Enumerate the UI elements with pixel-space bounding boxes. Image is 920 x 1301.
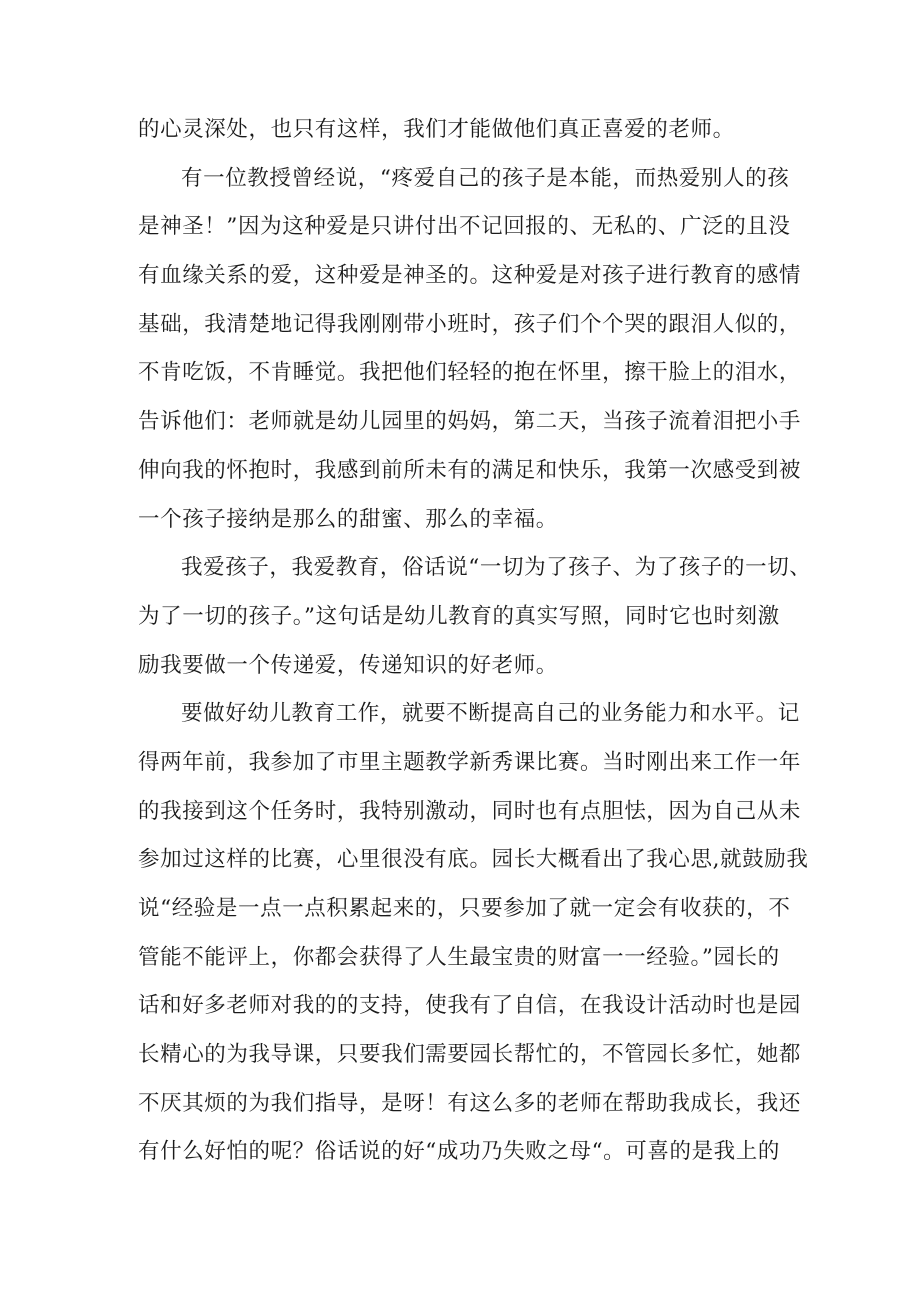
text-line: 我爱孩子，我爱教育，俗话说“一切为了孩子、为了孩子的一切、 xyxy=(181,555,812,581)
text-line: 参加过这样的比赛，心里很没有底。园长大概看出了我心思,就鼓励我 xyxy=(138,847,809,873)
text-line: 说“经验是一点一点积累起来的，只要参加了就一定会有收获的，不 xyxy=(138,896,791,921)
text-line: 有一位教授曾经说，“疼爱自己的孩子是本能，而热爱别人的孩 xyxy=(181,165,790,191)
text-line: 为了一切的孩子。”这句话是幼儿教育的真实写照，同时它也时刻激 xyxy=(138,603,780,629)
text-line: 得两年前，我参加了市里主题教学新秀课比赛。当时刚出来工作一年 xyxy=(138,749,802,775)
text-line: 有血缘关系的爱，这种爱是神圣的。这种爱是对孩子进行教育的感情 xyxy=(138,263,802,289)
text-line: 告诉他们：老师就是幼儿园里的妈妈，第二天，当孩子流着泪把小手 xyxy=(138,409,802,435)
text-line: 有什么好怕的呢？俗话说的好“成功乃失败之母“。可喜的是我上的 xyxy=(138,1139,780,1165)
text-line: 的我接到这个任务时，我特别激动，同时也有点胆怯，因为自己从未 xyxy=(138,798,802,824)
text-line: 伸向我的怀抱时，我感到前所未有的满足和快乐，我第一次感受到被 xyxy=(138,457,802,483)
text-line: 管能不能评上，你都会获得了人生最宝贵的财富一一经验。”园长的 xyxy=(138,944,780,970)
text-line: 话和好多老师对我的的支持，使我有了自信，在我设计活动时也是园 xyxy=(138,993,802,1019)
text-line: 励我要做一个传递爱，传递知识的好老师。 xyxy=(138,652,558,678)
text-line: 的心灵深处，也只有这样，我们才能做他们真正喜爱的老师。 xyxy=(138,117,735,142)
text-line: 是神圣！”因为这种爱是只讲付出不记回报的、无私的、广泛的且没 xyxy=(138,214,791,240)
text-line: 不肯吃饭，不肯睡觉。我把他们轻轻的抱在怀里，擦干脸上的泪水， xyxy=(138,360,802,386)
text-line: 长精心的为我导课，只要我们需要园长帮忙的，不管园长多忙，她都 xyxy=(138,1042,802,1068)
text-line: 不厌其烦的为我们指导，是呀！有这么多的老师在帮助我成长，我还 xyxy=(138,1090,802,1116)
text-line: 要做好幼儿教育工作，就要不断提高自己的业务能力和水平。记 xyxy=(181,701,800,727)
document-body xyxy=(138,106,812,1177)
text-line: 基础，我清楚地记得我刚刚带小班时，孩子们个个哭的跟泪人似的， xyxy=(138,311,802,337)
text-line: 一个孩子接纳是那么的甜蜜、那么的幸福。 xyxy=(138,506,558,532)
